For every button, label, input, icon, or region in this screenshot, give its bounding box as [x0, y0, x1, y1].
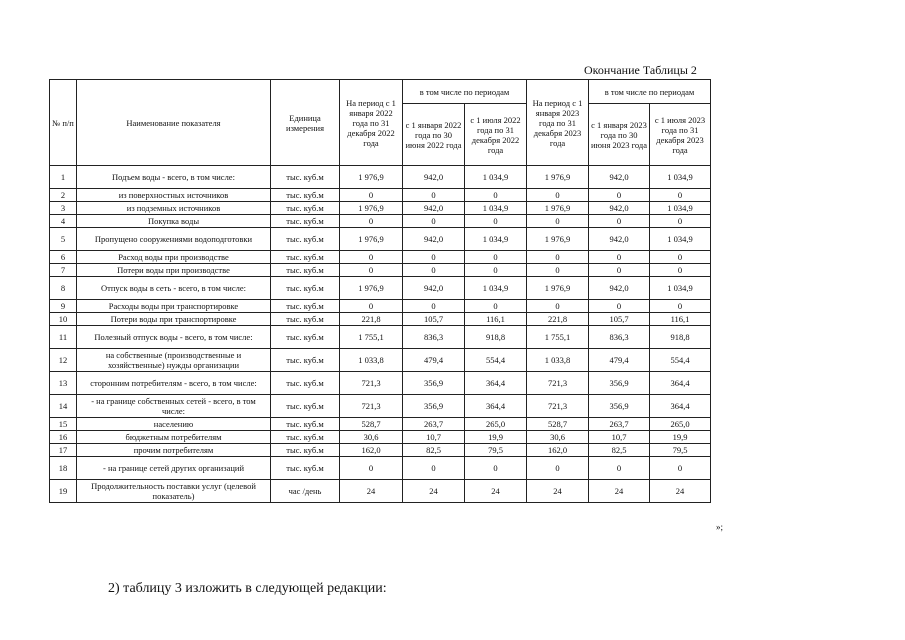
value-cell: 0 [340, 251, 403, 264]
row-number: 10 [50, 313, 77, 326]
value-cell: 0 [465, 264, 527, 277]
value-cell: 0 [589, 300, 650, 313]
value-cell: 0 [465, 300, 527, 313]
header-h1-2022: с 1 января 2022 года по 30 июня 2022 года [403, 104, 465, 166]
value-cell: 19,9 [650, 431, 711, 444]
value-cell: 0 [589, 251, 650, 264]
value-cell: 221,8 [340, 313, 403, 326]
table-row [50, 395, 711, 418]
value-cell: 1 034,9 [465, 166, 527, 189]
row-number: 16 [50, 431, 77, 444]
value-cell: 1 034,9 [465, 228, 527, 251]
table-body [50, 166, 711, 503]
value-cell: 0 [403, 251, 465, 264]
indicator-name: - на границе сетей других организаций [77, 457, 271, 480]
indicator-name: из подземных источников [77, 202, 271, 215]
value-cell: 0 [527, 215, 589, 228]
value-cell: 942,0 [403, 202, 465, 215]
value-cell: 263,7 [403, 418, 465, 431]
value-cell: 265,0 [650, 418, 711, 431]
value-cell: 721,3 [340, 372, 403, 395]
value-cell: 0 [527, 264, 589, 277]
row-number: 2 [50, 189, 77, 202]
value-cell: 116,1 [465, 313, 527, 326]
value-cell: 265,0 [465, 418, 527, 431]
indicator-name: прочим потребителям [77, 444, 271, 457]
table-row [50, 326, 711, 349]
value-cell: 19,9 [465, 431, 527, 444]
value-cell: 82,5 [589, 444, 650, 457]
value-cell: 0 [527, 457, 589, 480]
unit-cell: тыс. куб.м [271, 326, 340, 349]
value-cell: 1 033,8 [340, 349, 403, 372]
value-cell: 721,3 [527, 395, 589, 418]
value-cell: 836,3 [589, 326, 650, 349]
value-cell: 479,4 [403, 349, 465, 372]
unit-cell: тыс. куб.м [271, 418, 340, 431]
row-number: 5 [50, 228, 77, 251]
value-cell: 364,4 [650, 395, 711, 418]
value-cell: 221,8 [527, 313, 589, 326]
value-cell: 0 [589, 189, 650, 202]
value-cell: 836,3 [403, 326, 465, 349]
value-cell: 0 [589, 457, 650, 480]
value-cell: 1 976,9 [340, 202, 403, 215]
header-unit: Единица измерения [271, 80, 340, 166]
indicator-name: - на границе собственных сетей - всего, в том числе: [77, 395, 271, 418]
header-period-2023: На период с 1 января 2023 года по 31 декабря 2023 года [527, 80, 589, 166]
value-cell: 0 [465, 251, 527, 264]
value-cell: 1 976,9 [527, 228, 589, 251]
value-cell: 1 034,9 [650, 166, 711, 189]
table-row [50, 431, 711, 444]
table-row [50, 444, 711, 457]
row-number: 7 [50, 264, 77, 277]
row-number: 11 [50, 326, 77, 349]
row-number: 9 [50, 300, 77, 313]
value-cell: 918,8 [650, 326, 711, 349]
value-cell: 918,8 [465, 326, 527, 349]
table-row [50, 228, 711, 251]
value-cell: 0 [527, 300, 589, 313]
table-row [50, 300, 711, 313]
value-cell: 105,7 [403, 313, 465, 326]
value-cell: 0 [527, 251, 589, 264]
value-cell: 79,5 [465, 444, 527, 457]
value-cell: 162,0 [340, 444, 403, 457]
value-cell: 1 976,9 [527, 202, 589, 215]
value-cell: 1 033,8 [527, 349, 589, 372]
row-number: 4 [50, 215, 77, 228]
indicator-name: Отпуск воды в сеть - всего, в том числе: [77, 277, 271, 300]
unit-cell: тыс. куб.м [271, 251, 340, 264]
indicator-name: Расходы воды при транспортировке [77, 300, 271, 313]
indicator-name: Продолжительность поставки услуг (целевой показатель) [77, 480, 271, 503]
unit-cell: тыс. куб.м [271, 395, 340, 418]
table-row [50, 480, 711, 503]
unit-cell: тыс. куб.м [271, 313, 340, 326]
value-cell: 1 034,9 [465, 277, 527, 300]
value-cell: 0 [340, 264, 403, 277]
row-number: 13 [50, 372, 77, 395]
value-cell: 162,0 [527, 444, 589, 457]
value-cell: 0 [650, 457, 711, 480]
indicator-name: Полезный отпуск воды - всего, в том числе: [77, 326, 271, 349]
table-row [50, 251, 711, 264]
value-cell: 356,9 [403, 372, 465, 395]
value-cell: 721,3 [527, 372, 589, 395]
value-cell: 356,9 [589, 395, 650, 418]
table-row [50, 264, 711, 277]
table-row [50, 418, 711, 431]
header-including-2023: в том числе по периодам [589, 80, 711, 104]
header-period-2022: На период с 1 января 2022 года по 31 декабря 2022 года [340, 80, 403, 166]
header-h2-2023: с 1 июля 2023 года по 31 декабря 2023 года [650, 104, 711, 166]
table-row [50, 349, 711, 372]
value-cell: 942,0 [589, 277, 650, 300]
table-row [50, 277, 711, 300]
value-cell: 24 [589, 480, 650, 503]
value-cell: 942,0 [589, 202, 650, 215]
value-cell: 30,6 [527, 431, 589, 444]
indicator-name: Пропущено сооружениями водоподготовки [77, 228, 271, 251]
value-cell: 1 034,9 [465, 202, 527, 215]
indicator-name: населению [77, 418, 271, 431]
unit-cell: тыс. куб.м [271, 277, 340, 300]
value-cell: 24 [527, 480, 589, 503]
value-cell: 24 [650, 480, 711, 503]
value-cell: 0 [650, 251, 711, 264]
value-cell: 116,1 [650, 313, 711, 326]
value-cell: 0 [340, 215, 403, 228]
header-num: № п/п [50, 80, 77, 166]
unit-cell: тыс. куб.м [271, 457, 340, 480]
unit-cell: тыс. куб.м [271, 202, 340, 215]
value-cell: 554,4 [465, 349, 527, 372]
value-cell: 554,4 [650, 349, 711, 372]
closing-quote: »; [716, 522, 724, 532]
table-row [50, 215, 711, 228]
value-cell: 105,7 [589, 313, 650, 326]
value-cell: 0 [340, 300, 403, 313]
table-row [50, 313, 711, 326]
value-cell: 356,9 [589, 372, 650, 395]
indicator-name: Потери воды при транспортировке [77, 313, 271, 326]
value-cell: 1 976,9 [340, 228, 403, 251]
value-cell: 24 [403, 480, 465, 503]
value-cell: 942,0 [589, 166, 650, 189]
value-cell: 0 [403, 300, 465, 313]
value-cell: 1 976,9 [527, 166, 589, 189]
value-cell: 0 [403, 215, 465, 228]
header-including-2022: в том числе по периодам [403, 80, 527, 104]
value-cell: 479,4 [589, 349, 650, 372]
indicator-name: бюджетным потребителям [77, 431, 271, 444]
value-cell: 0 [465, 189, 527, 202]
value-cell: 721,3 [340, 395, 403, 418]
value-cell: 1 755,1 [340, 326, 403, 349]
value-cell: 0 [340, 457, 403, 480]
value-cell: 942,0 [589, 228, 650, 251]
value-cell: 0 [589, 264, 650, 277]
value-cell: 1 034,9 [650, 228, 711, 251]
value-cell: 356,9 [403, 395, 465, 418]
table-row [50, 457, 711, 480]
indicators-table [49, 79, 711, 503]
value-cell: 263,7 [589, 418, 650, 431]
value-cell: 82,5 [403, 444, 465, 457]
header-name: Наименование показателя [77, 80, 271, 166]
value-cell: 528,7 [527, 418, 589, 431]
table-row [50, 372, 711, 395]
value-cell: 0 [340, 189, 403, 202]
row-number: 15 [50, 418, 77, 431]
unit-cell: тыс. куб.м [271, 349, 340, 372]
value-cell: 1 976,9 [340, 166, 403, 189]
value-cell: 0 [650, 215, 711, 228]
unit-cell: тыс. куб.м [271, 264, 340, 277]
row-number: 17 [50, 444, 77, 457]
unit-cell: тыс. куб.м [271, 189, 340, 202]
row-number: 1 [50, 166, 77, 189]
header-h1-2023: с 1 января 2023 года по 30 июня 2023 года [589, 104, 650, 166]
value-cell: 79,5 [650, 444, 711, 457]
table-row [50, 189, 711, 202]
row-number: 8 [50, 277, 77, 300]
value-cell: 364,4 [650, 372, 711, 395]
value-cell: 0 [589, 215, 650, 228]
table-caption: Окончание Таблицы 2 [584, 63, 697, 77]
value-cell: 1 034,9 [650, 277, 711, 300]
indicator-name: на собственные (производственные и хозяйственные) нужды организации [77, 349, 271, 372]
value-cell: 0 [465, 457, 527, 480]
value-cell: 0 [465, 215, 527, 228]
value-cell: 24 [465, 480, 527, 503]
value-cell: 24 [340, 480, 403, 503]
header-h2-2022: с 1 июля 2022 года по 31 декабря 2022 года [465, 104, 527, 166]
indicator-name: Расход воды при производстве [77, 251, 271, 264]
row-number: 19 [50, 480, 77, 503]
value-cell: 10,7 [403, 431, 465, 444]
indicator-name: сторонним потребителям - всего, в том числе: [77, 372, 271, 395]
value-cell: 10,7 [589, 431, 650, 444]
unit-cell: час /день [271, 480, 340, 503]
row-number: 18 [50, 457, 77, 480]
value-cell: 0 [650, 189, 711, 202]
indicator-name: Подъем воды - всего, в том числе: [77, 166, 271, 189]
unit-cell: тыс. куб.м [271, 166, 340, 189]
value-cell: 364,4 [465, 372, 527, 395]
unit-cell: тыс. куб.м [271, 372, 340, 395]
indicator-name: Потери воды при производстве [77, 264, 271, 277]
indicator-name: Покупка воды [77, 215, 271, 228]
value-cell: 0 [527, 189, 589, 202]
value-cell: 1 034,9 [650, 202, 711, 215]
unit-cell: тыс. куб.м [271, 300, 340, 313]
value-cell: 0 [403, 457, 465, 480]
value-cell: 1 755,1 [527, 326, 589, 349]
unit-cell: тыс. куб.м [271, 215, 340, 228]
value-cell: 0 [650, 300, 711, 313]
value-cell: 1 976,9 [527, 277, 589, 300]
indicator-name: из поверхностных источников [77, 189, 271, 202]
table-row [50, 166, 711, 189]
value-cell: 942,0 [403, 228, 465, 251]
row-number: 3 [50, 202, 77, 215]
value-cell: 0 [650, 264, 711, 277]
table-row [50, 202, 711, 215]
value-cell: 0 [403, 264, 465, 277]
unit-cell: тыс. куб.м [271, 228, 340, 251]
value-cell: 0 [403, 189, 465, 202]
unit-cell: тыс. куб.м [271, 431, 340, 444]
value-cell: 30,6 [340, 431, 403, 444]
value-cell: 942,0 [403, 166, 465, 189]
row-number: 12 [50, 349, 77, 372]
footer-text: 2) таблицу 3 изложить в следующей редакции: [108, 581, 387, 596]
value-cell: 1 976,9 [340, 277, 403, 300]
row-number: 14 [50, 395, 77, 418]
value-cell: 942,0 [403, 277, 465, 300]
unit-cell: тыс. куб.м [271, 444, 340, 457]
value-cell: 364,4 [465, 395, 527, 418]
row-number: 6 [50, 251, 77, 264]
value-cell: 528,7 [340, 418, 403, 431]
